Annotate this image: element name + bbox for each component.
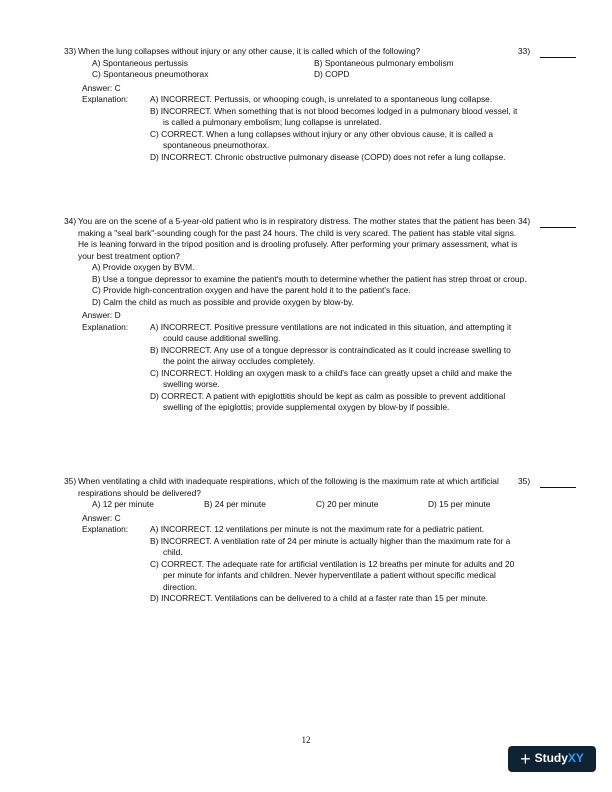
answer-line bbox=[540, 48, 576, 58]
question-number: 34) bbox=[64, 216, 77, 226]
explanation-b: B) INCORRECT. A ventilation rate of 24 per minute is actually higher than the maximum rate for a child. bbox=[150, 535, 511, 557]
answer-options bbox=[92, 262, 604, 308]
option-c: C) 20 per minute bbox=[316, 499, 379, 509]
question-34 bbox=[64, 216, 604, 414]
answer-blank: 35) bbox=[518, 476, 576, 488]
explanation bbox=[82, 94, 604, 163]
option-a: A) 12 per minute bbox=[92, 499, 154, 509]
explanation-c: C) CORRECT. When a lung collapses without injury or any other obvious cause, it is called a spontaneous pneumothorax. bbox=[150, 128, 494, 150]
explanation-d: D) INCORRECT. Ventilations can be delivered to a child at a faster rate than 15 per minute. bbox=[150, 593, 488, 603]
option-d: D) 15 per minute bbox=[428, 499, 491, 509]
explanation-label: Explanation: bbox=[82, 94, 129, 104]
option-b: B) Use a tongue depressor to examine the patient's mouth to determine whether the patient has strep throat or croup. bbox=[92, 273, 527, 284]
question-text: When the lung collapses without injury or any other cause, it is called which of the following? bbox=[78, 46, 421, 56]
question-text: You are on the scene of a 5-year-old patient who is in respiratory distress. The mother states that the patient has been making a "seal bark"-sounding cough for the past 24 hours. The child is very scared. The patient has stable vital signs. He is leaning forward in the tripod position and is drooling profusely. After performing your primary assessment, what is your best treatment option? bbox=[78, 216, 518, 261]
explanation-label: Explanation: bbox=[82, 524, 129, 534]
explanation-d: D) INCORRECT. Chronic obstructive pulmonary disease (COPD) does not refer a lung collapse. bbox=[150, 151, 506, 162]
question-35 bbox=[64, 476, 604, 605]
plus-icon: + bbox=[520, 749, 531, 769]
question-number: 35) bbox=[64, 476, 77, 486]
explanation-label: Explanation: bbox=[82, 321, 129, 332]
explanation-c: C) CORRECT. The adequate rate for artificial ventilation is 12 breaths per minute for adults and 20 per minute for infants and children. Never hyperventilate a patient without specific medical direction. bbox=[150, 558, 515, 592]
page-number: 12 bbox=[301, 735, 311, 745]
studyxy-badge[interactable] bbox=[508, 746, 596, 772]
option-d: D) Calm the child as much as possible and provide oxygen by blow-by. bbox=[92, 296, 354, 307]
answer-blank: 33) bbox=[518, 46, 576, 58]
question-33 bbox=[64, 46, 604, 163]
option-d: D) COPD bbox=[314, 69, 350, 79]
explanation-d: D) CORRECT. A patient with epiglottitis should be kept as calm as possible to prevent additional swelling of the epiglottis; provide supplemental oxygen by blow-by if possible. bbox=[150, 390, 506, 412]
explanation-b: B) INCORRECT. When something that is not blood becomes lodged in a pulmonary blood vessel, it is called a pulmonary embolism; lung collapse is unrelated. bbox=[150, 105, 518, 127]
explanation bbox=[82, 322, 604, 414]
option-b: B) Spontaneous pulmonary embolism bbox=[314, 57, 454, 68]
question-text: When ventilating a child with inadequate respirations, which of the following is the maximum rate at which artificial respirations should be delivered? bbox=[78, 476, 499, 498]
option-b: B) 24 per minute bbox=[204, 499, 266, 509]
option-a: A) Provide oxygen by BVM. bbox=[92, 262, 195, 272]
option-c: C) Provide high-concentration oxygen and have the parent hold it to the patient's face. bbox=[92, 285, 411, 295]
answer-options bbox=[92, 499, 604, 511]
option-c: C) Spontaneous pneumothorax bbox=[92, 69, 209, 79]
answer-line bbox=[540, 478, 576, 488]
option-a: A) Spontaneous pertussis bbox=[92, 57, 188, 68]
explanation-c: C) INCORRECT. Holding an oxygen mask to a child's face can greatly upset a child and make the swelling worse. bbox=[150, 367, 512, 389]
answer-line bbox=[540, 218, 576, 228]
answer-key: Answer: C bbox=[82, 82, 121, 93]
question-number: 33) bbox=[64, 46, 77, 56]
explanation-a: A) INCORRECT. 12 ventilations per minute is not the maximum rate for a pediatric patient. bbox=[150, 524, 485, 534]
answer-key: Answer: C bbox=[82, 512, 121, 523]
explanation-b: B) INCORRECT. Any use of a tongue depressor is contraindicated as it could increase swelling to the point the airway occludes completely. bbox=[150, 344, 511, 366]
explanation-a: A) INCORRECT. Pertussis, or whooping cough, is unrelated to a spontaneous lung collapse. bbox=[150, 94, 493, 104]
answer-blank: 34) bbox=[518, 216, 576, 228]
badge-xy-text: XY bbox=[567, 751, 584, 766]
answer-options bbox=[92, 58, 604, 81]
explanation-a: A) INCORRECT. Positive pressure ventilations are not indicated in this situation, and attempting it could cause additional swelling. bbox=[150, 321, 512, 343]
answer-key: Answer: D bbox=[82, 310, 121, 320]
badge-study-text: Study bbox=[534, 751, 568, 766]
explanation bbox=[82, 524, 604, 605]
